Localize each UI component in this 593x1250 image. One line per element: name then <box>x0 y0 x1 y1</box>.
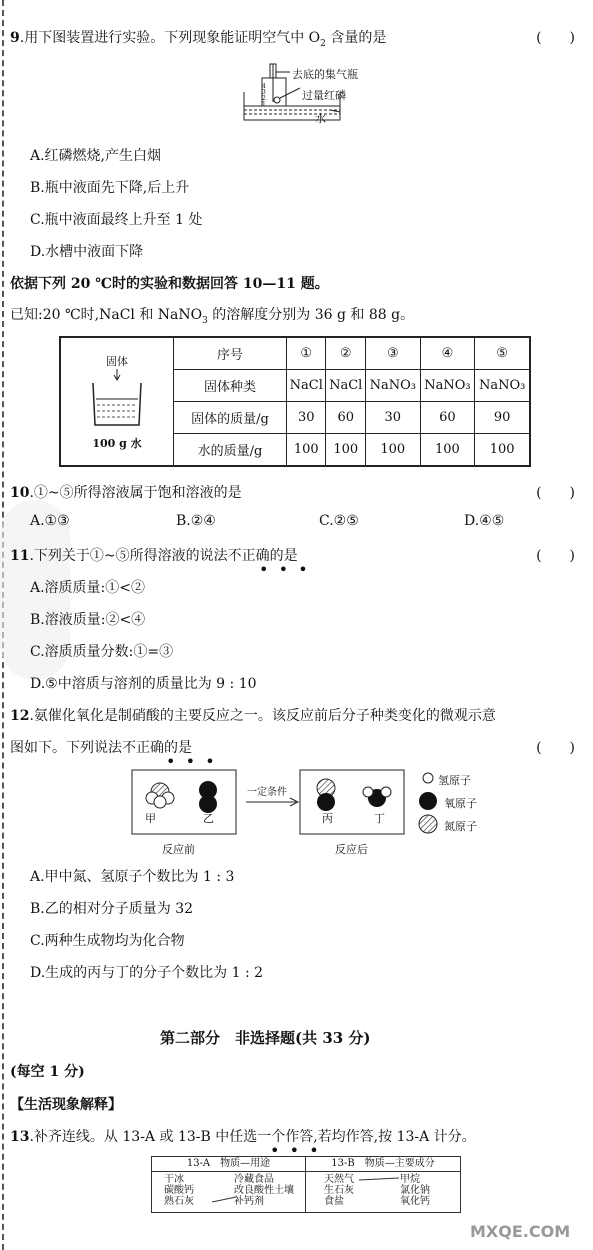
emphasis-dots: • • • <box>166 752 215 771</box>
q13b-left-1: 天然气 <box>324 1174 354 1185</box>
q13b-right-3: 氧化钙 <box>400 1196 430 1207</box>
table-cell: 100 <box>326 434 365 467</box>
row-label: 序号 <box>174 337 287 370</box>
q11-option-d: D.⑤中溶质与溶剂的质量比为 9 : 10 <box>30 676 257 692</box>
part2-title: 第二部分 非选择题(共 33 分) <box>160 1029 371 1047</box>
table-cell: 60 <box>326 402 365 434</box>
q13a-left-1: 干冰 <box>164 1174 184 1185</box>
reaction-diagram <box>130 768 470 840</box>
q9-option-c: C.瓶中液面最终上升至 1 处 <box>30 212 203 228</box>
q11-stem: 11.下列关于①~⑤所得溶液的说法不正确的是 <box>10 548 298 564</box>
molecule-label-bing: 丙 <box>322 812 333 825</box>
q12-option-a: A.甲中氮、氢原子个数比为 1 : 3 <box>30 869 235 885</box>
q13b-right-2: 氯化钠 <box>400 1185 430 1196</box>
q13b-left-3: 食盐 <box>324 1196 344 1207</box>
table-cell: NaCl <box>326 370 365 402</box>
legend-nitrogen: 氮原子 <box>444 820 477 833</box>
table-cell: ⑤ <box>475 337 530 370</box>
beaker-icon <box>87 369 147 431</box>
emphasis-dots: • • • <box>259 560 308 579</box>
label-after: 反应后 <box>335 843 368 856</box>
table-cell: ① <box>287 337 326 370</box>
table-cell: ④ <box>420 337 475 370</box>
q10-option-b: B.②④ <box>176 513 216 529</box>
q9-stem: 9.用下图装置进行实验。下列现象能证明空气中 $O_2$ 含量的是 <box>10 30 387 49</box>
q13b-header: 13-B 物质—主要成分 <box>306 1157 460 1172</box>
q13a-left-2: 碳酸钙 <box>164 1185 194 1196</box>
q13a-left-3: 熟石灰 <box>164 1196 194 1207</box>
q13a-header: 13-A 物质—用途 <box>152 1157 306 1172</box>
table-cell: NaCl <box>287 370 326 402</box>
table-cell: 90 <box>475 402 530 434</box>
q13a-right-1: 冷藏食品 <box>234 1174 274 1185</box>
q11-option-b: B.溶液质量:②<④ <box>30 612 146 628</box>
emphasis-dots: • • • <box>270 1141 319 1160</box>
row-label: 固体的质量/g <box>174 402 287 434</box>
q12-answer-paren: ( ) <box>536 740 575 756</box>
q12-stem-line1: 12.氨催化氧化是制硝酸的主要反应之一。该反应前后分子种类变化的微观示意 <box>10 708 496 724</box>
table-cell: 100 <box>475 434 530 467</box>
reaction-condition: 一定条件 <box>247 787 287 798</box>
beaker-label-solid: 固体 <box>106 354 128 368</box>
molecule-label-ding: 丁 <box>374 812 385 825</box>
beaker-figure-cell <box>60 337 174 466</box>
experiment-table <box>59 336 531 467</box>
q13b-left-2: 生石灰 <box>324 1185 354 1196</box>
table-cell: 30 <box>365 402 420 434</box>
q9-fig-label-water: 水 <box>315 112 326 125</box>
q11-answer-paren: ( ) <box>536 548 575 564</box>
q12-stem-line2: 图如下。下列说法不正确的是 <box>10 740 192 756</box>
legend-oxygen: 氧原子 <box>444 797 477 810</box>
q9-option-a: A.红磷燃烧,产生白烟 <box>30 148 162 164</box>
table-row <box>60 337 530 370</box>
table-cell: ② <box>326 337 365 370</box>
q13a-connector-line <box>212 1191 242 1203</box>
table-cell: NaNO₃ <box>365 370 420 402</box>
row-label: 固体种类 <box>174 370 287 402</box>
legend-hydrogen: 氢原子 <box>438 774 471 787</box>
q10-option-a: A.①③ <box>30 513 70 529</box>
q11-option-c: C.溶质质量分数:①=③ <box>30 644 174 660</box>
section-heading: 【生活现象解释】 <box>10 1097 122 1113</box>
q12-option-c: C.两种生成物均为化合物 <box>30 933 185 949</box>
beaker-label-water: 100 g 水 <box>92 436 142 450</box>
molecule-label-jia: 甲 <box>145 812 156 825</box>
q10-option-d: D.④⑤ <box>464 513 505 529</box>
molecule-label-yi: 乙 <box>203 812 214 825</box>
q9-option-b: B.瓶中液面先下降,后上升 <box>30 180 190 196</box>
table-cell: 100 <box>365 434 420 467</box>
q13-stem: 13.补齐连线。从 13-A 或 13-B 中任选一个作答,若均作答,按 13-A 计分。 <box>10 1129 476 1145</box>
table-cell: 100 <box>287 434 326 467</box>
q9-option-d: D.水槽中液面下降 <box>30 244 144 260</box>
table-cell: ③ <box>365 337 420 370</box>
q9-fig-label-bottle: 去底的集气瓶 <box>292 68 358 81</box>
table-cell: 100 <box>420 434 475 467</box>
q9-answer-paren: ( ) <box>536 30 575 46</box>
solubility-note: 已知:20 ℃时,NaCl 和 NaNO$_3$ 的溶解度分别为 36 g 和 88 g。 <box>10 307 415 326</box>
q13-matching-table <box>151 1156 461 1213</box>
q13b-right-1: 甲烷 <box>400 1174 420 1185</box>
q9-fig-marks: 4 3 2 1 <box>262 83 266 108</box>
q13a-right-2: 改良酸性土壤 <box>234 1185 294 1196</box>
label-before: 反应前 <box>162 843 195 856</box>
row-label: 水的质量/g <box>174 434 287 467</box>
q10-stem: 10.①~⑤所得溶液属于饱和溶液的是 <box>10 485 242 501</box>
intro-line: 依据下列 20 ℃时的实验和数据回答 10—11 题。 <box>10 276 329 292</box>
watermark-logo: MXQE.COM <box>470 1222 571 1241</box>
part2-note: (每空 1 分) <box>10 1064 85 1080</box>
table-cell: 30 <box>287 402 326 434</box>
table-cell: 60 <box>420 402 475 434</box>
q12-option-b: B.乙的相对分子质量为 32 <box>30 901 194 917</box>
q13a-right-3: 补钙剂 <box>234 1196 264 1207</box>
q9-fig-label-phosphorus: 过量红磷 <box>302 89 346 102</box>
q10-option-c: C.②⑤ <box>319 513 359 529</box>
q12-option-d: D.生成的丙与丁的分子个数比为 1 : 2 <box>30 965 264 981</box>
table-cell: NaNO₃ <box>475 370 530 402</box>
q13b-connector-line <box>359 1176 401 1198</box>
table-cell: NaNO₃ <box>420 370 475 402</box>
q10-answer-paren: ( ) <box>536 485 575 501</box>
q11-option-a: A.溶质质量:①<② <box>30 580 146 596</box>
